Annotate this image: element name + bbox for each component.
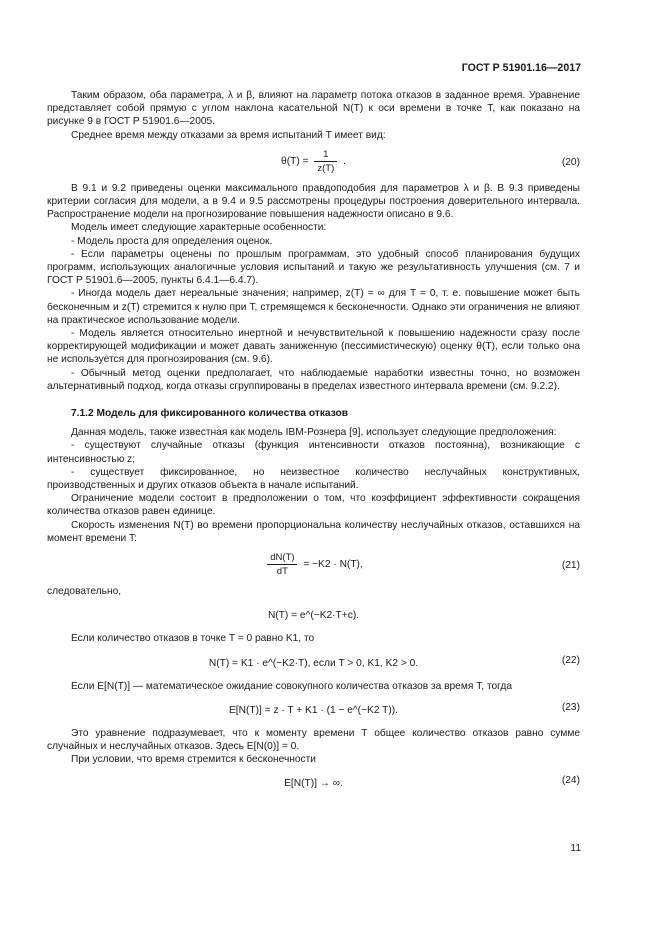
paragraph-13: Ограничение модели состоит в предположении о том, что коэффициент эффективности сокращения количества отказов равен единице. [47,493,580,518]
eq20-number: (20) [561,156,580,168]
eq21-rhs: = −K2 · N(T), [303,558,363,570]
list-item-3: - Иногда модель дает нереальные значения; например, z(T) = ∞ для T = 0, т. е. повышение может быть бесконечным и z(T) стремится к нулю при T, стремящемся к бесконечности. Однако эти ограничения не влияют на практическое использование модели. [47,288,580,326]
equation-22 [47,654,580,672]
paragraph-17: Если E[N(T)] — математическое ожидание совокупного количества отказов за время T, тогда [71,680,513,692]
paragraph-18: Это уравнение подразумевает, что к моменту времени T общее количество отказов равно сумме случайных и неслучайных отказов. Здесь E[N(0)] = 0. [47,727,580,752]
eq20-numerator: 1 [314,149,337,162]
paragraph-4: Модель имеет следующие характерные особенности: [71,222,327,234]
eq-unnumbered-text: N(T) = e^(−K2·T+c). [267,610,360,622]
list-item-1: - Модель проста для определения оценок. [71,235,273,247]
eq24-text: E[N(T)] → ∞. [284,778,343,790]
eq24-number: (24) [561,775,580,787]
section-heading-7-1-2: 7.1.2 Модель для фиксированного количества отказов [71,408,349,420]
equation-unnumbered [47,606,580,624]
eq20-fraction [314,149,337,174]
paragraph-2: Среднее время между отказами за время испытаний T имеет вид: [71,129,386,141]
eq23-text: E[N(T)] = z · T + K1 · (1 − e^(−K2 T)). [229,704,398,716]
eq20-tail: . [343,155,346,167]
list-item-4: - Модель является относительно инертной и нечувствительной к повышению надежности сразу после корректирующей модификации и может давать заниженную (пессимистическую) оценку θ(T), если только она не используется для прогнозирования (см. 9.6). [47,328,580,366]
eq20-denominator: z(T) [317,162,335,174]
list-item-2: - Если параметры оценены по прошлым программам, это удобный способ планирования будущих программ, использующих аналогичные условия испытаний и такую же результативность улучшения (см. 7 и ГОСТ Р 51901.6—2005, пункты 6.4.1—6.4.7). [47,248,580,287]
paragraph-16: Если количество отказов в точке T = 0 равно K1, то [71,633,315,645]
eq20-lhs: θ(T) = [281,155,309,167]
paragraph-10: Данная модель, также известная как модель IBM-Рознера [9], использует следующие предположения: [71,427,557,439]
eq21-numerator: dN(T) [267,552,297,565]
paragraph-1: Таким образом, оба параметра, λ и β, влияют на параметр потока отказов в заданное время. Уравнение представляет собой прямую с углом наклона касательной N(T) к оси времени в точке T, как показано на рисунке 9 в ГОСТ Р 51901.6—2005. [47,90,580,128]
eq23-number: (23) [561,701,580,713]
equation-23 [47,701,580,719]
eq21-number: (21) [561,560,580,572]
eq22-text: N(T) = K1 · e^(−K2·T), если T > 0, K1, K2 > 0. [208,657,419,669]
paragraph-19: При условии, что время стремится к бесконечности [71,754,316,766]
paragraph-3: В 9.1 и 9.2 приведены оценки максимального правдоподобия для параметров λ и β. В 9.3 приведены критерии согласия для модели, а в 9.4 и 9.5 рассмотрены процедуры построения доверительного интервала. Распространение модели на прогнозирование повышения надежности описано в 9.6. [47,182,580,221]
eq22-number: (22) [561,654,580,666]
page-body [47,89,580,800]
assumption-item-1: - существуют случайные отказы (функция интенсивности отказов постоянна), возникающие с интенсивностью z; [47,440,580,465]
eq21-denominator: dT [276,566,288,578]
eq21-fraction [267,552,297,577]
equation-20 [47,146,580,178]
paragraph-15: следовательно, [47,586,122,598]
list-item-5: - Обычный метод оценки предполагает, что наблюдаемые наработки известны точно, но возможен альтернативный подход, когда отказы сгруппированы в пределах известного интервала времени (см. 9.2.2). [47,367,580,392]
equation-24 [47,774,580,792]
document-code-header: ГОСТ Р 51901.16—2017 [461,62,581,74]
page-number: 11 [570,843,581,854]
paragraph-14: Скорость изменения N(T) во времени пропорциональна количеству неслучайных отказов, оставшихся на момент времени T: [47,519,580,544]
equation-21 [47,549,580,581]
assumption-item-2: - существует фиксированное, но неизвестное количество неслучайных конструктивных, производственных и других отказов объекта в начале испытаний. [47,466,580,492]
